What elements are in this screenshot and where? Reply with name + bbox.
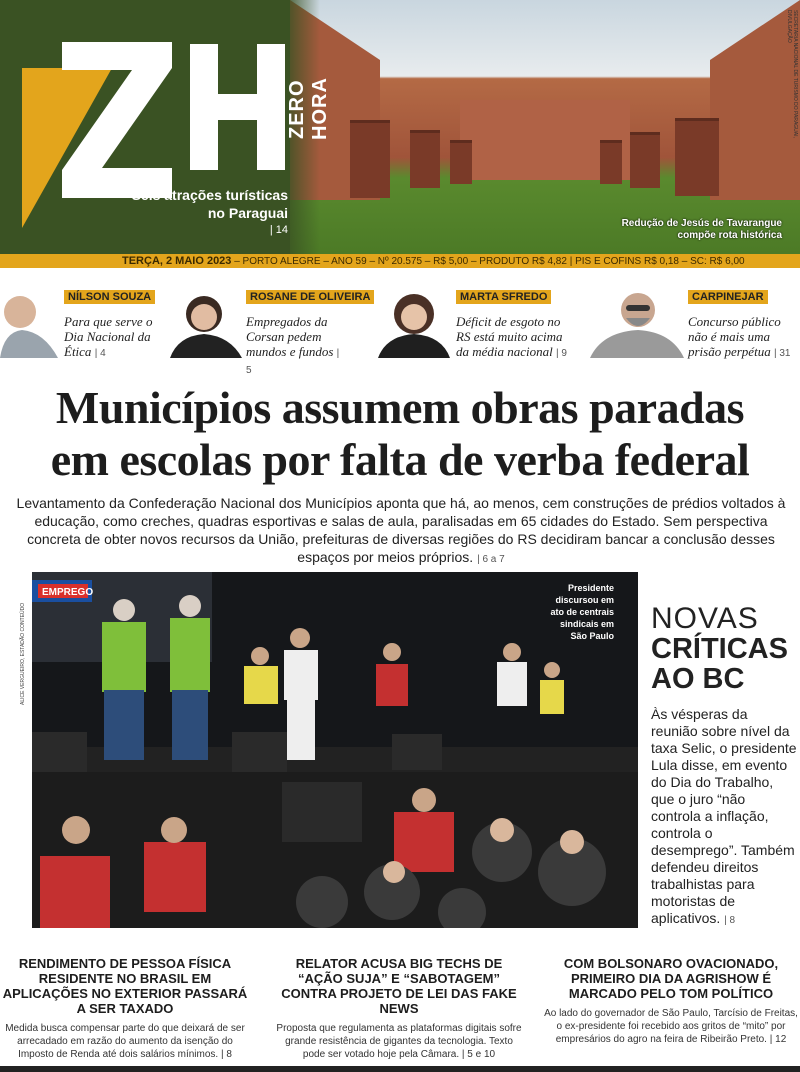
main-photo-credit: ALICE VERGUEIRO, ESTADÃO CONTEÚDO	[20, 602, 26, 705]
edition-details: – PORTO ALEGRE – ANO 59 – Nº 20.575 – R$ 5,00 – PRODUTO R$ 4,82 | PIS E COFINS R$ 0,18 – SC: R$ 6,00	[234, 256, 745, 267]
main-photo-caption: Presidente discursou em ato de centrais sindicais em São Paulo	[550, 583, 614, 641]
bottom-story-body: Medida busca compensar parte do que deixará de ser arrecadado em razão do aumento da isenção do Imposto de Renda até dois salários mínimos. | 8	[5, 1023, 245, 1060]
bottom-story-title: RELATOR ACUSA BIG TECHS DE “AÇÃO SUJA” E “SABOTAGEM” CONTRA PROJETO DE LEI DAS FAKE NEWS	[281, 956, 517, 1016]
logo-h-mark	[190, 44, 285, 170]
columnist-name: CARPINEJAR	[688, 290, 768, 304]
hero-photo-credit: SECRETARIA NACIONAL DE TURISMO DO PARAGUAI, DIVULGAÇÃO	[786, 10, 798, 138]
side-story-body: Às vésperas da reunião sobre nível da taxa Selic, o presidente Lula disse, em evento do Dia do Trabalho, que o juro “não controla a inflação, controla o desemprego”. Também defendeu direitos trabalhistas para motoristas de aplicativos. | 8	[651, 706, 797, 926]
headline-line-2: em escolas por falta de verba federal	[50, 434, 750, 485]
date-bar	[0, 254, 800, 268]
columnist-name: ROSANE DE OLIVEIRA	[246, 290, 374, 304]
side-story-title[interactable]: CRÍTICAS AO BC	[651, 633, 788, 695]
columnist-name: MARTA SFREDO	[456, 290, 551, 304]
logo-wordmark: ZERO HORA	[286, 77, 331, 141]
feature-page-ref: | 14	[269, 224, 288, 236]
bottom-story-1[interactable]	[0, 956, 250, 1061]
side-story-page-ref: | 8	[724, 915, 736, 926]
lede-page-ref: | 6 a 7	[477, 554, 505, 565]
headline-lede: Levantamento da Confederação Nacional dos Municípios aponta que há, ao menos, cem construções de prédios voltados à educação, como creches, quadras esportivas e salas de aula, paralisadas em 65 cidades do Estado. Sem perspectiva concreta de obter novos recursos da União, prefeituras de diversas regiões do RS decidiram bancar a conclusão desses espaços por meios próprios. | 6 a 7	[16, 495, 786, 565]
side-story-kicker[interactable]: NOVAS	[651, 602, 759, 635]
bottom-story-body: Ao lado do governador de São Paulo, Tarcísio de Freitas, o ex-presidente foi recebido aos gritos de “mito” por empresários do agro na feira de Ribeirão Preto. | 12	[544, 1008, 798, 1045]
columnist-teaser: Déficit de esgoto no RS está muito acima da média nacional | 9	[456, 314, 567, 359]
columnist-teaser: Empregados da Corsan pedem mundos e fundos | 5	[246, 314, 340, 376]
masthead	[0, 0, 800, 254]
columnist-photo	[170, 286, 242, 358]
logo	[0, 0, 331, 254]
hero-photo-ruins	[290, 0, 800, 254]
bottom-rule	[0, 1066, 800, 1072]
headline-line-1: Municípios assumem obras paradas	[55, 382, 745, 433]
bottom-story-title: COM BOLSONARO OVACIONADO, PRIMEIRO DIA DA AGRISHOW É MARCADO PELO TOM POLÍTICO	[563, 956, 779, 1001]
main-headline[interactable]	[0, 382, 800, 486]
columnist-marta[interactable]	[378, 286, 578, 361]
columnist-name: NÍLSON SOUZA	[64, 290, 155, 304]
columnist-photo	[590, 286, 684, 358]
columnist-photo	[0, 286, 72, 358]
feature-title[interactable]: Seis atrações turísticas no Paraguai	[131, 187, 288, 221]
columnist-carpinejar[interactable]	[590, 286, 800, 361]
columnist-photo	[378, 286, 450, 358]
bottom-story-body: Proposta que regulamenta as plataformas digitais sofre grande resistência de gigantes da tecnologia. Texto pode ser votado hoje pela Câmara. | 5 e 10	[276, 1023, 522, 1060]
bottom-story-3[interactable]	[544, 956, 798, 1046]
columnist-teaser: Concurso público não é mais uma prisão perpétua | 31	[688, 314, 791, 359]
columnist-rosane[interactable]	[170, 286, 371, 376]
banner-text: EMPREGO	[42, 587, 94, 598]
hero-photo-caption: Redução de Jesús de Tavarangue compõe rota histórica	[621, 218, 782, 241]
edition-date: TERÇA, 2 MAIO 2023	[122, 255, 232, 267]
bottom-story-2[interactable]	[274, 956, 524, 1061]
bottom-story-title: RENDIMENTO DE PESSOA FÍSICA RESIDENTE NO BRASIL EM APLICAÇÕES NO EXTERIOR PASSARÁ A SER TAXADO	[2, 956, 248, 1016]
columnist-teaser: Para que serve o Dia Nacional da Ética | 4	[64, 314, 153, 359]
